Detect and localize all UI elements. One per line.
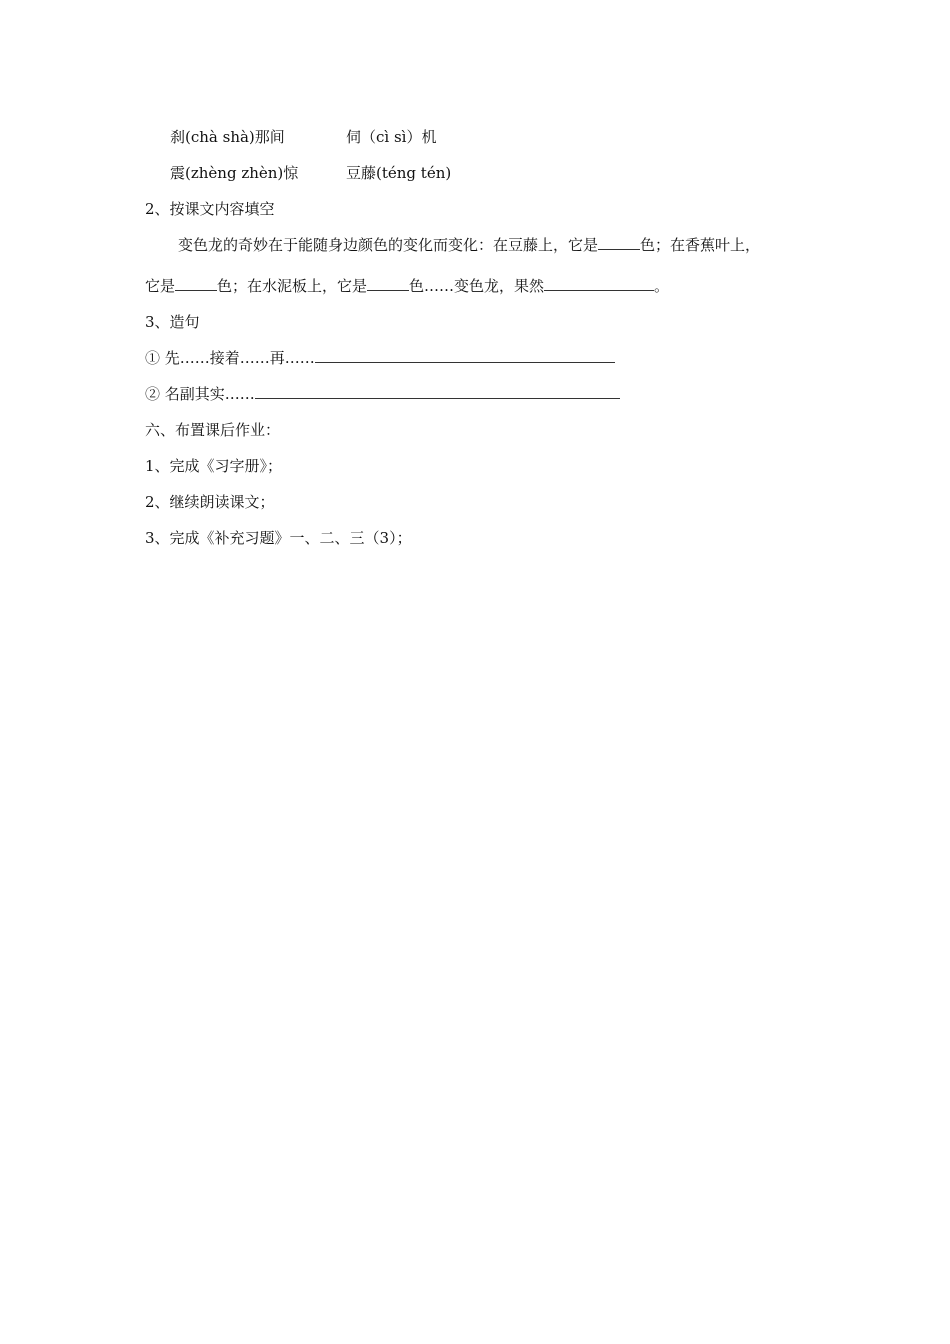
- paragraph-text: 。: [654, 277, 670, 295]
- sentence-item-2: [145, 384, 620, 404]
- homework-item-2: 2、继续朗读课文；: [145, 493, 275, 511]
- pinyin-item-cisi: 伺（cì sì）机: [346, 128, 437, 146]
- pinyin-item-tengten: 豆藤(téng tén): [346, 164, 452, 182]
- paragraph-text: 它是: [145, 277, 176, 295]
- paragraph-text: 变色龙的奇妙在于能随身边颜色的变化而变化：在豆藤上，它是: [178, 236, 599, 254]
- homework-item-3: 3、完成《补充习题》一、二、三（3）；: [145, 529, 412, 547]
- paragraph-text: 色；在水泥板上，它是: [217, 277, 368, 295]
- section-heading-sentence: 3、造句: [145, 313, 200, 331]
- answer-line-1: [315, 348, 615, 363]
- homework-heading: 六、布置课后作业：: [145, 421, 281, 439]
- sentence-prompt: ② 名副其实……: [145, 385, 255, 403]
- answer-line-2: [255, 384, 620, 399]
- blank-2: [175, 276, 217, 291]
- homework-item-1: 1、完成《习字册》；: [145, 457, 283, 475]
- blank-1: [598, 235, 640, 250]
- sentence-item-1: [145, 348, 615, 368]
- fill-blank-paragraph-line2: [145, 276, 669, 296]
- sentence-prompt: ① 先……接着……再……: [145, 349, 315, 367]
- pinyin-item-chasha: 刹(chà shà)那间: [170, 128, 285, 146]
- paragraph-text: 色；在香蕉叶上，: [640, 236, 761, 254]
- blank-4: [544, 276, 654, 291]
- pinyin-item-zhengzhen: 震(zhèng zhèn)惊: [170, 164, 299, 182]
- section-heading-fill-blank: 2、按课文内容填空: [145, 200, 275, 218]
- blank-3: [367, 276, 409, 291]
- fill-blank-paragraph-line1: [178, 235, 760, 255]
- paragraph-text: 色……变色龙，果然: [409, 277, 545, 295]
